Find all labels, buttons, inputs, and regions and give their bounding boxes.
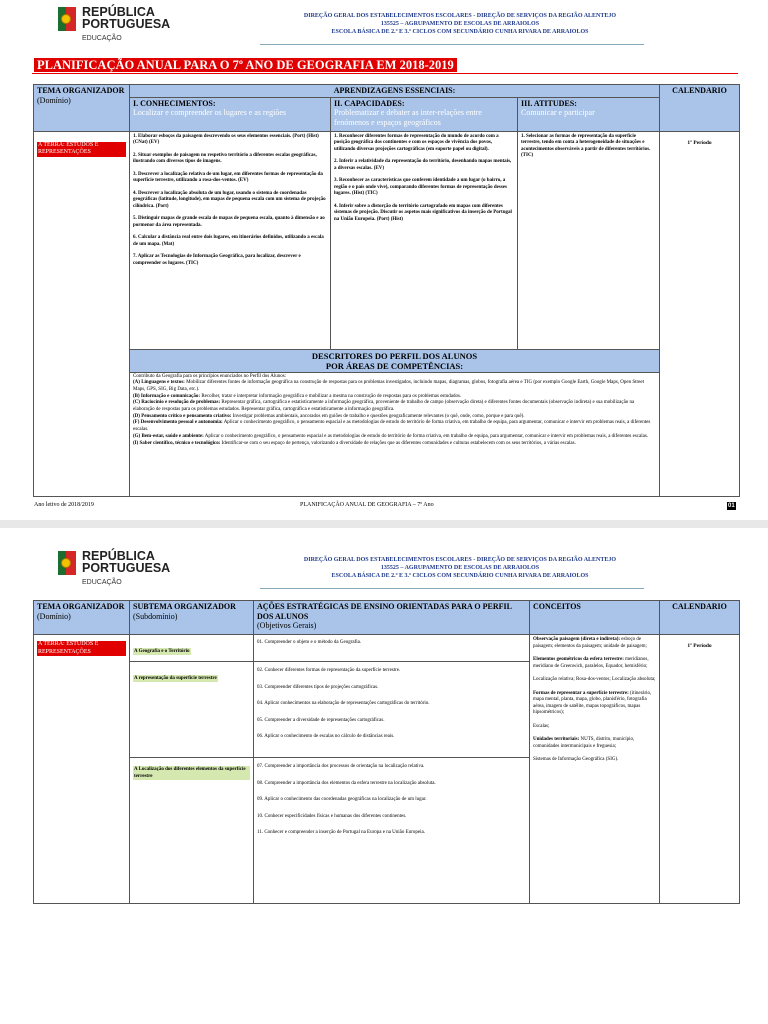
- perfil-header: DESCRITORES DO PERFIL DOS ALUNOS POR ÁREAS DE COMPETÊNCIAS:: [130, 349, 660, 372]
- cap-item: 2. Inferir a relatividade da representação do território, desenhando mapas mentais, a diversas escalas. (EV): [334, 159, 512, 171]
- acao-item: 02. Conhecer diferentes formas de representação da superfície terrestre.: [257, 668, 401, 673]
- acao-item: 10. Conhecer especificidades físicas e humanas dos diferentes continentes.: [257, 813, 407, 819]
- acoes-table: [33, 600, 740, 904]
- col-conceitos: CONCEITOS: [530, 601, 660, 635]
- subtema-tag: A representação da superfície terrestre: [134, 676, 217, 681]
- col-tema: TEMA ORGANIZADOR (Domínio): [34, 601, 130, 635]
- col-conhecimentos: I. CONHECIMENTOS: Localizar e compreender os lugares e as regiões: [130, 97, 331, 131]
- acao-item: 03. Compreender diferentes tipos de projeções cartográficas.: [257, 684, 379, 690]
- header-rule: [260, 44, 644, 45]
- header-line-2: 135525 – AGRUPAMENTO DE ESCOLAS DE ARRAIOLOS: [380, 21, 540, 27]
- header-line-3: ESCOLA BÁSICA DE 2.º E 3.º CICLOS COM SECUNDÁRIO CUNHA RIVARA DE ARRAIOLOS: [331, 29, 589, 35]
- conh-item: 1. Elaborar esboços da paisagem descrevendo os seus elementos essenciais. (Port) (Hist) (CNat) (EV): [133, 133, 319, 145]
- subtema-cell: [130, 635, 254, 662]
- acao-item: 11. Conhecer e compreender a inserção de Portugal na Europa e na União Europeia.: [257, 830, 425, 835]
- header-rule: [260, 588, 644, 589]
- subtema-cell: [130, 758, 254, 904]
- aprendizagens-table: [33, 84, 740, 497]
- acoes-cell: [254, 758, 530, 904]
- flag-icon: [58, 551, 76, 575]
- subtema-tag: A Localização dos diferentes elementos da superfície terrestre: [133, 766, 250, 780]
- perfil-item: (F) Desenvolvimento pessoal e autonomia: Aplicar o conhecimento geográfico, o pensamento espacial e as metodologias de estudo do território de forma criativa, em trabalho de equipa, para argumentar, comunicar e intervir em problemas reais, a diferentes escalas.: [133, 420, 651, 433]
- subtema-cell: [130, 662, 254, 758]
- perfil-item: (C) Raciocínio e resolução de problemas: Representar gráfica, cartográfica e estatisticamente a informação geográfica, proveniente de trabalho de campo (observação direta) e diferentes fontes documentais (observação indireta) e sua mobilização na elaboração de respostas para os problemas estudados. Representar gráfica, cartográfica e estatisticamente a informação geográfica.: [133, 400, 635, 413]
- tema-cell: [34, 635, 130, 904]
- logo-text: REPÚBLICA PORTUGUESA: [82, 549, 171, 575]
- periodo-cell: 1º Período: [660, 635, 740, 904]
- logo-sub: EDUCAÇÃO: [82, 579, 122, 586]
- perfil-item: (D) Pensamento crítico e pensamento criativo: Investigar problemas ambientais, ancorados em guiões de trabalho e questões geograficamente relevantes (o quê, onde, como, porque e para quê).: [133, 413, 525, 419]
- conceito-item: Formas de representar a superfície terrestre: (itinerário, mapa mental, planta, mapa, globo, planisfério, fotografia aérea, imagem de satélite, mapas topográficos, mapas hipsométricos);: [533, 690, 652, 715]
- conceito-item: Elementos geométricos da esfera terrestre: meridianos, meridiano de Greenwich, paralelos, Equador, hemisfério;: [533, 657, 649, 669]
- col-tema: TEMA ORGANIZADOR (Domínio): [34, 85, 130, 132]
- conceito-item: Sistemas de Informação Geográfica (SIG).: [533, 757, 619, 762]
- conh-item: 7. Aplicar as Tecnologias de Informação Geográfica, para localizar, descrever e compreender os lugares. (TIC): [133, 254, 301, 266]
- conceito-item: Escalas;: [533, 723, 550, 729]
- conceito-item: Observação paisagem (direta e indireta): esboço de paisagem; elementos da paisagem; unidade de paisagem;: [533, 637, 647, 649]
- acao-item: 08. Compreender a importância dos elementos da esfera terrestre na localização absoluta.: [257, 780, 436, 786]
- conh-item: 3. Descrever a localização relativa de um lugar, em diferentes formas de representação da superfície terrestre, utilizando a rosa-dos-ventos. (EV): [133, 171, 323, 183]
- subtema-tag: A Geografia e o Território: [134, 649, 190, 654]
- page-title: PLANIFICAÇÃO ANUAL PARA O 7º ANO DE GEOGRAFIA EM 2018-2019: [34, 58, 457, 72]
- cap-item: 4. Inferir sobre a distorção do território cartografado em mapas com diferentes sistemas de projeção. Discutir os aspetos mais significativos da inserção de Portugal na União Europeia. (Port) (Hist): [334, 203, 512, 222]
- conceitos-cell: [530, 635, 660, 904]
- perfil-intro: Contributo da Geografia para os princípios enunciados no Perfil dos Alunos:: [133, 373, 287, 379]
- acao-item: 06. Aplicar o conhecimento de escalas no cálculo de distâncias reais.: [257, 734, 395, 739]
- perfil-item: (A) Linguagens e textos: Mobilizar diferentes fontes de informação geográfica na construção de respostas para os problemas investigados, incluindo mapas, diagramas, globos, fotografia aérea e TIG (por exemplo Google Earth, Google Maps, Open Street Maps, GPS, SIG, Big Data, etc.).: [133, 380, 645, 392]
- republica-logo: [58, 5, 171, 46]
- header-line-3: ESCOLA BÁSICA DE 2.º E 3.º CICLOS COM SECUNDÁRIO CUNHA RIVARA DE ARRAIOLOS: [331, 573, 589, 579]
- header-line-1: DIREÇÃO GERAL DOS ESTABELECIMENTOS ESCOLARES - DIREÇÃO DE SERVIÇOS DA REGIÃO ALENTEJO: [303, 13, 617, 19]
- acao-item: 01. Compreender o objeto e o método da Geografia.: [257, 640, 362, 645]
- page-2: [0, 528, 768, 1024]
- conceito-item: Unidades territoriais: NUTS, distrito, município, comunidades intermunicipais e freguesia;: [533, 737, 635, 749]
- page-number: 01: [728, 503, 735, 509]
- conhecimentos-cell: [130, 131, 331, 349]
- header-line-2: 135525 – AGRUPAMENTO DE ESCOLAS DE ARRAIOLOS: [380, 565, 540, 571]
- col-subtema: SUBTEMA ORGANIZADOR (Subdomínio): [130, 601, 254, 635]
- acao-item: 05. Compreender a diversidade de representações cartográficas.: [257, 717, 385, 723]
- conceito-item: Localização relativa; Rosa-dos-ventos; Localização absoluta;: [533, 677, 656, 682]
- acoes-cell: [254, 662, 530, 758]
- col-calendario: CALENDARIO: [660, 601, 740, 635]
- capacidades-cell: [331, 131, 518, 349]
- conh-item: 2. Situar exemplos de paisagem no respetivo território a diferentes escalas geográficas, ilustrando com diversos tipos de imagens.: [133, 152, 317, 164]
- perfil-item: (I) Saber científico, técnico e tecnológico: Identificar-se com o seu espaço de pertença, valorizando a diversidade de relações que as diferentes comunidades e culturas estabelecem com os seus territórios, a várias escalas.: [133, 440, 576, 446]
- tema-tag: A TERRA: ESTUDOS E REPRESENTAÇÕES: [37, 641, 126, 656]
- col-capacidades: II. CAPACIDADES: Problematizar e debater as inter-relações entre fenómenos e espaços geográficos: [331, 97, 518, 131]
- tema-cell: [34, 131, 130, 496]
- logo-text: REPÚBLICA PORTUGUESA: [82, 5, 171, 31]
- perfil-item: (G) Bem-estar, saúde e ambiente: Aplicar o conhecimento geográfico, o pensamento espacial e as metodologias de estudo do território de forma criativa, em trabalho de equipa, para argumentar, comunicar e intervir em problemas reais, a diferentes escalas.: [133, 433, 649, 439]
- periodo-cell: 1º Período: [660, 131, 740, 496]
- acao-item: 04. Aplicar conhecimentos na elaboração de representações cartográficas do território.: [257, 701, 430, 706]
- acao-item: 07. Compreender a importância dos processos de orientação na localização relativa.: [257, 764, 425, 769]
- col-calendario: CALENDARIO: [660, 85, 740, 132]
- cap-item: 1. Reconhecer diferentes formas de representação do mundo de acordo com a posição geográfica dos continentes e com os espaços de vivência dos povos, utilizando diversas projeções cartográficas (em suporte papel ou digital).: [334, 133, 499, 152]
- tema-tag: A TERRA: ESTUDOS E REPRESENTAÇÕES: [37, 142, 126, 157]
- acoes-cell: [254, 635, 530, 662]
- footer-year: Ano letivo de 2018/2019: [34, 502, 94, 508]
- cap-item: 3. Reconhecer as características que conferem identidade a um lugar (o bairro, a região e o país onde vive), comparando diferentes formas de representação desses lugares. (Hist) (TIC): [334, 178, 507, 196]
- title-rule: [32, 73, 738, 74]
- logo-sub: EDUCAÇÃO: [82, 35, 122, 42]
- acao-item: 09. Aplicar o conhecimento das coordenadas geográficas na localização de um lugar.: [257, 797, 427, 802]
- perfil-cell: [130, 372, 660, 496]
- footer-title: PLANIFICAÇÃO ANUAL DE GEOGRAFIA – 7º Ano: [300, 502, 434, 508]
- col-acoes: AÇÕES ESTRATÉGICAS DE ENSINO ORIENTADAS PARA O PERFIL DOS ALUNOS (Objetivos Gerais): [254, 601, 530, 635]
- perfil-item: (B) Informação e comunicação: Recolher, tratar e interpretar informação geográfica e mobilizar a mesma na construção de respostas para os problemas estudados.: [133, 393, 462, 399]
- conh-item: 4. Descrever a localização absoluta de um lugar, usando o sistema de coordenadas geográficas (latitude, longitude), em mapas de pequena escala com um sistema de projeção cilíndrica. (Port): [133, 190, 326, 209]
- col-atitudes: III. ATITUDES: Comunicar e participar: [518, 97, 660, 131]
- atitudes-cell: [518, 131, 660, 349]
- header-line-1: DIREÇÃO GERAL DOS ESTABELECIMENTOS ESCOLARES - DIREÇÃO DE SERVIÇOS DA REGIÃO ALENTEJO: [303, 557, 617, 563]
- conh-item: 6. Calcular a distância real entre dois lugares, em itinerários definidos, utilizando a escala de um mapa. (Mat): [133, 235, 324, 247]
- republica-logo: [58, 549, 171, 590]
- conh-item: 5. Distinguir mapas de grande escala de mapas de pequena escala, quanto à dimensão e ao pormenor da área representada.: [133, 216, 325, 228]
- flag-icon: [58, 7, 76, 31]
- att-item: 1. Selecionar as formas de representação da superfície terrestre, tendo em conta a heterogeneidade de situações e acontecimentos observáveis a partir de diferentes territórios. (TIC): [521, 133, 651, 158]
- col-aprendizagens: APRENDIZAGENS ESSENCIAIS:: [130, 85, 660, 98]
